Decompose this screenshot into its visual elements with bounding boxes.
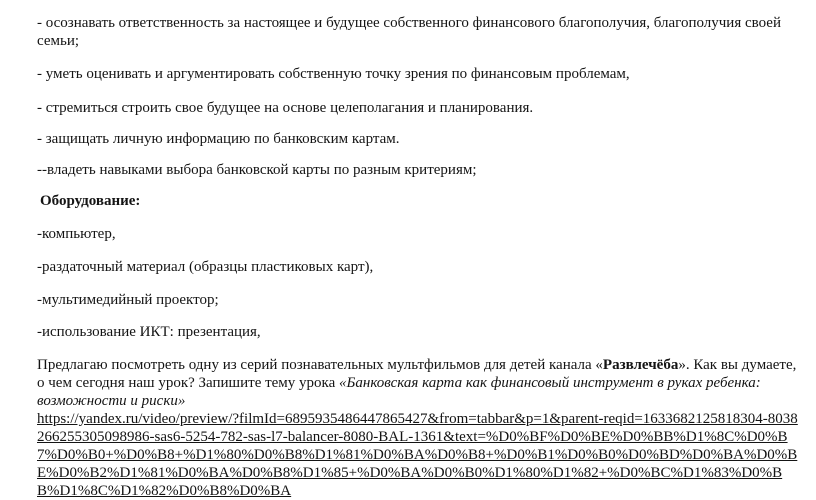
paragraph-protect: - защищать личную информацию по банковским картам. [37,131,400,147]
equipment-heading [40,192,806,210]
paragraph-responsibility: - осознавать ответственность за настоящее и будущее собственного финансового благополучия, благополучия своей семьи; [37,15,781,49]
channel-name: Развлечёба [602,357,679,373]
paragraph-future: - стремиться строить свое будущее на основе целеполагания и планирования. [37,100,534,116]
lesson-topic: «Банковская карта как финансовый инструмент в руках ребенка: возможности и риски» [37,375,761,409]
final-paragraph [37,356,798,500]
equipment-item: -раздаточный материал (образцы пластиковых карт), [37,259,374,275]
paragraph-choose-card: --владеть навыками выбора банковской карты по разным критериям; [37,162,477,178]
equipment-item: -мультимедийный проектор; [37,292,219,308]
final-text-after: ». Как вы думаете, о чем сегодня наш урок? Запишите тему урока [37,357,797,391]
video-link[interactable]: https://yandex.ru/video/preview/?filmId=6895935486447865427&from=tabbar&p=1&parent-reqid=1633682125818304-8038266255305098986-sas6-5254-782-sas-l7-balancer-8080-BAL-1361&text=%D0%BF%D0%BE%D0%BB%D1%8C%D0%B7%D0%B0+%D0%B8+%D1%80%D0%B8%D1%81%D0%BA%D0%B8+%D0%B1%D0%B0%D0%BD%D0%BA%D0%BE%D0%B2%D1%81%D0%BA%D0%B8%D1%85+%D0%BA%D0%B0%D1%80%D1%82+%D0%BC%D1%83%D0%BB%D1%8C%D1%82%D0%B8%D0%BA [37,411,798,499]
paragraph-argue: - уметь оценивать и аргументировать собственную точку зрения по финансовым проблемам, [37,66,630,82]
final-text-before: Предлагаю посмотреть одну из серий познавательных мультфильмов для детей канала « [37,357,603,373]
equipment-heading-text: Оборудование: [40,193,141,209]
equipment-item: -использование ИКТ: презентация, [37,324,261,340]
equipment-item: -компьютер, [37,226,116,242]
